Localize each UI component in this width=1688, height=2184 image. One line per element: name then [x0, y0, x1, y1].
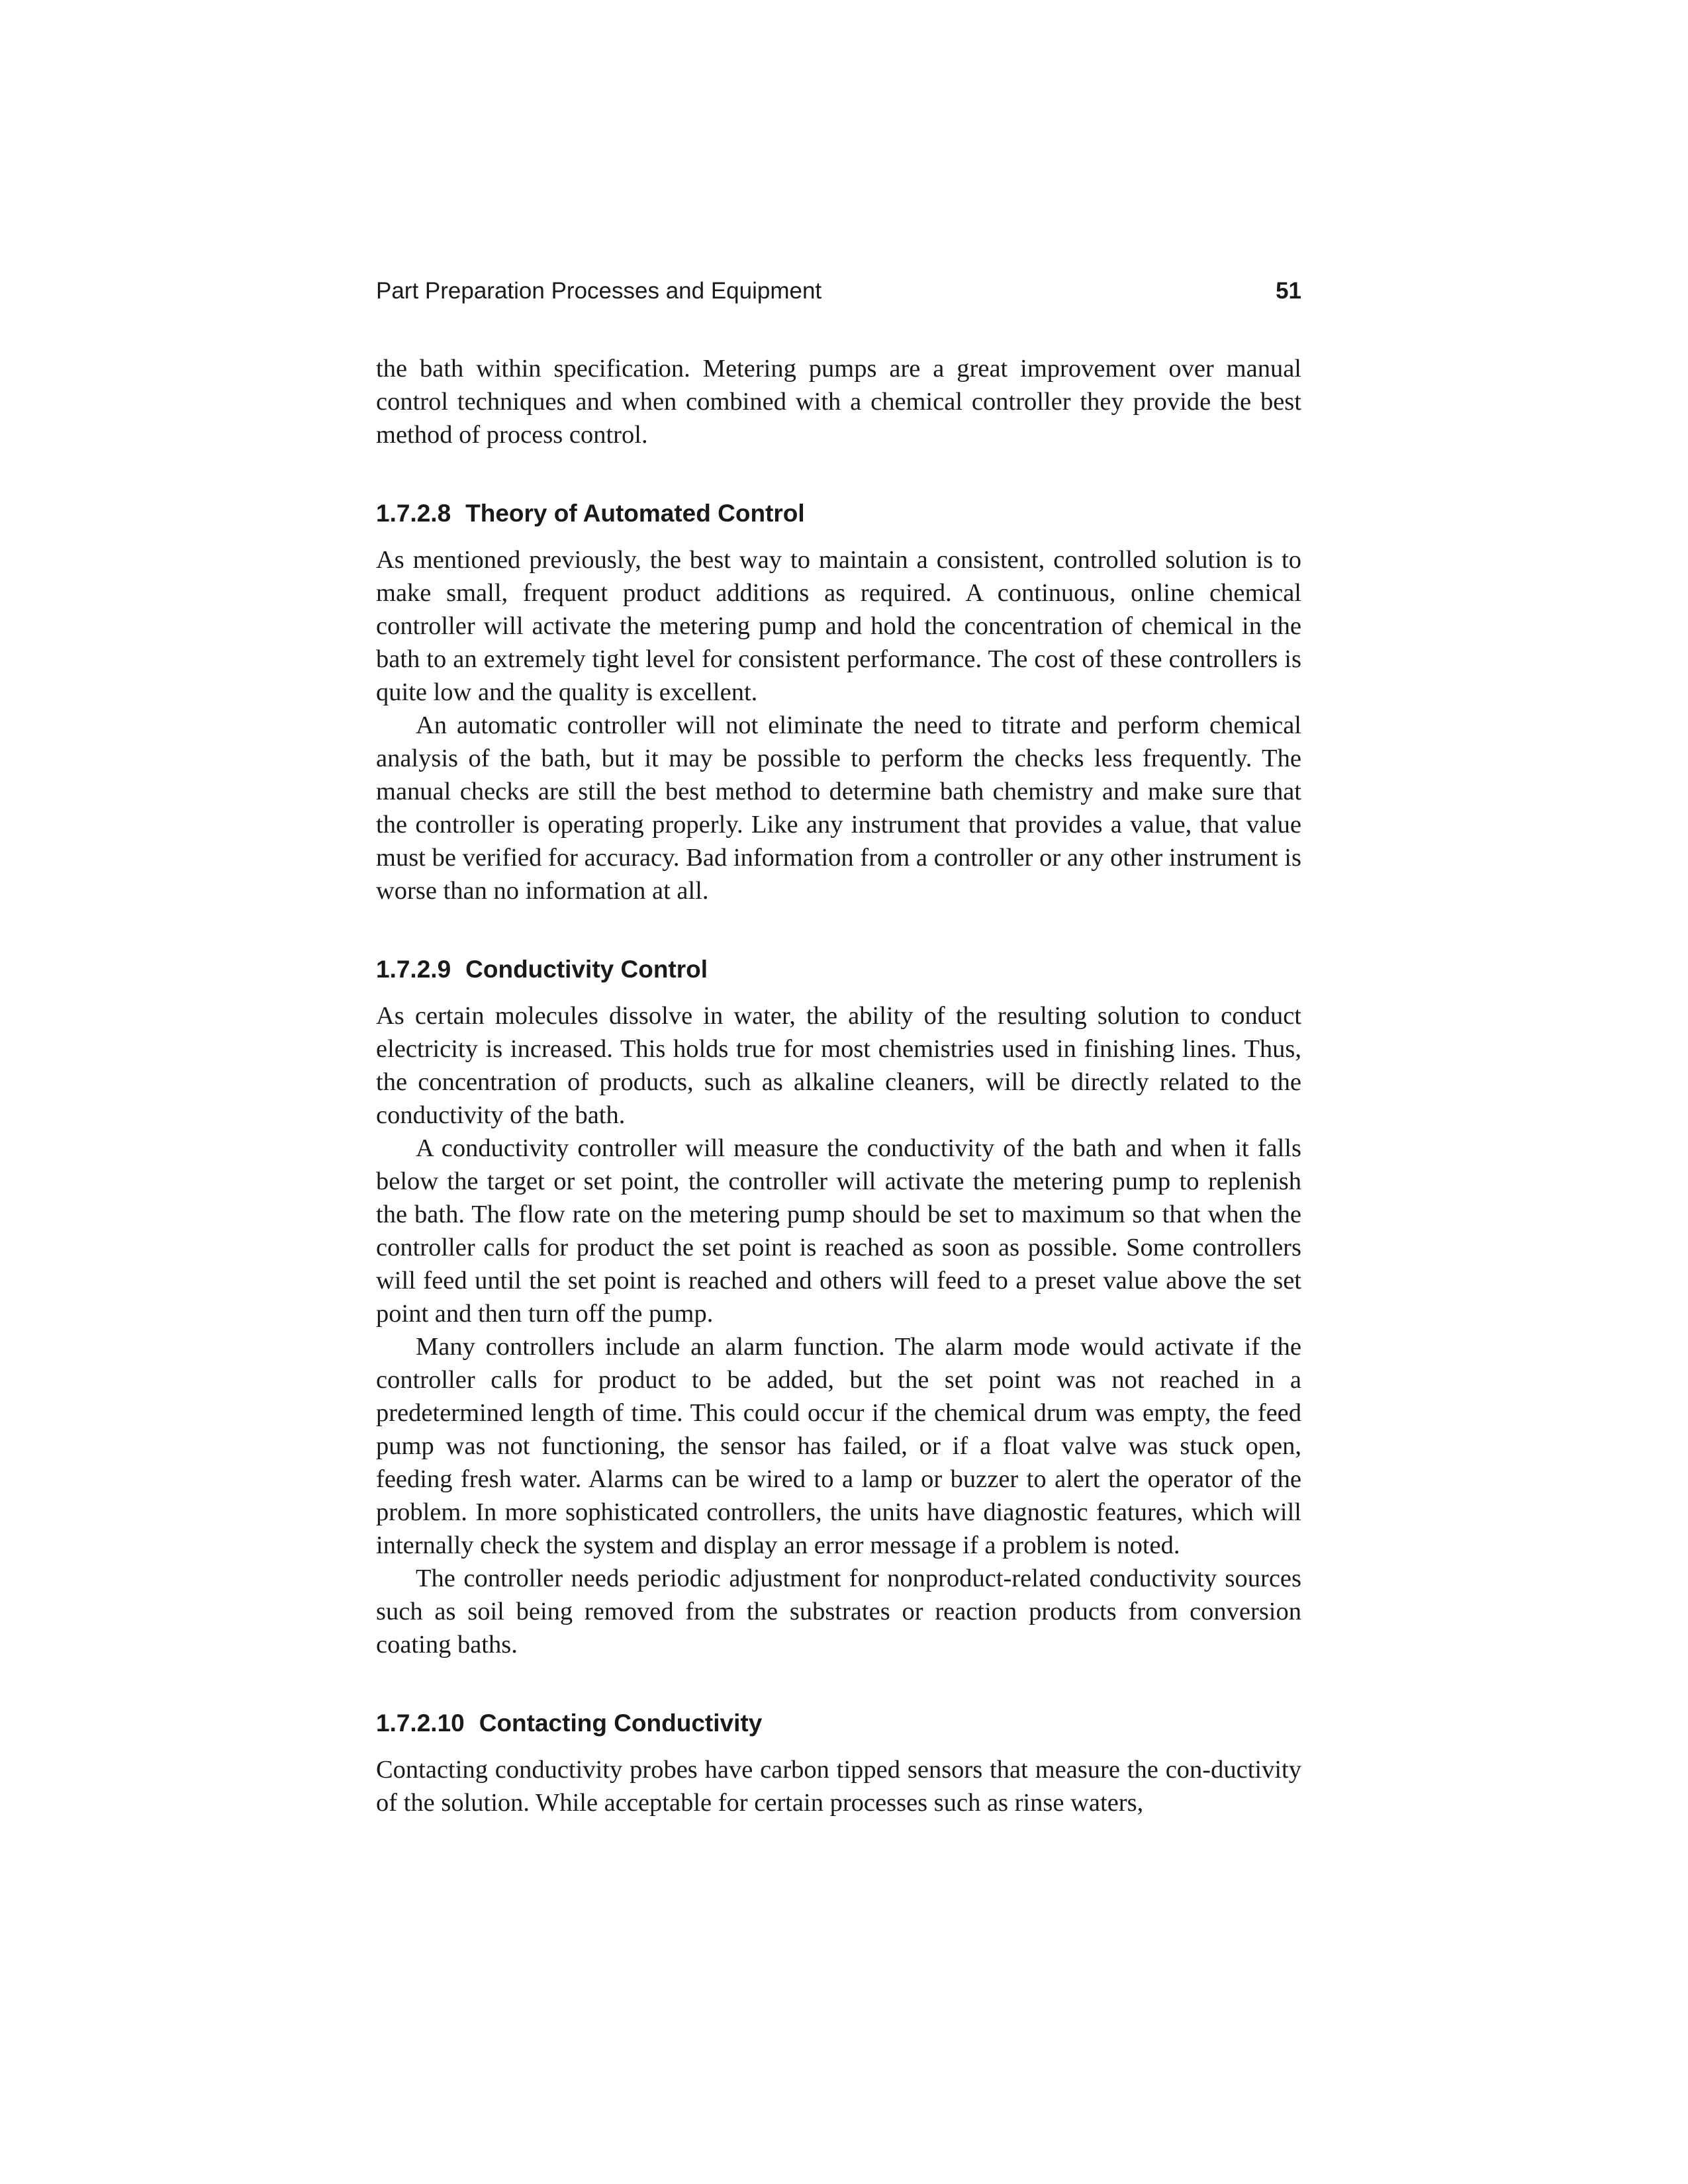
paragraph: A conductivity controller will measure the conductivity of the bath and when it falls below the target or set point, the controller will activate the metering pump to replenish the bath. The flow rate on the metering pump should be set to maximum so that when the controller calls for product the set point is reached as soon as possible. Some controllers will feed until the set point is reached and others will feed to a preset value above the set point and then turn off the pump. [376, 1134, 1301, 1328]
section-heading [376, 1707, 1301, 1740]
section-conductivity-control [376, 953, 1301, 1661]
paragraph: Many controllers include an alarm function. The alarm mode would activate if the controller calls for product to be added, but the set point was not reached in a predetermined length of time. This could occur if the chemical drum was empty, the feed pump was not functioning, the sensor has failed, or if a float valve was stuck open, feeding fresh water. Alarms can be wired to a lamp or buzzer to alert the operator of the problem. In more sophisticated controllers, the units have diagnostic features, which will internally check the system and display an error message if a problem is noted. [376, 1333, 1301, 1559]
body-text [376, 352, 1301, 1819]
paragraph: An automatic controller will not eliminate the need to titrate and perform chemical analysis of the bath, but it may be possible to perform the checks less frequently. The manual checks are still the best method to determine bath chemistry and make sure that the controller is operating properly. Like any instrument that provides a value, that value must be verified for accuracy. Bad information from a controller or any other instrument is worse than no information at all. [376, 711, 1301, 905]
page-number: 51 [1276, 278, 1301, 304]
section-number: 1.7.2.9 [376, 956, 451, 983]
section-title: Theory of Automated Control [465, 500, 805, 527]
paragraph: As mentioned previously, the best way to maintain a consistent, controlled solution is to make small, frequent product additions as required. A continuous, online chemical controller will activate the metering pump and hold the concentration of chemical in the bath to an extremely tight level for consistent performance. The cost of these controllers is quite low and the quality is excellent. [376, 546, 1301, 706]
running-header [376, 278, 1301, 311]
paragraph: The controller needs periodic adjustment for nonproduct-related conductivity sources such as soil being removed from the substrates or reaction products from conversion coating baths. [376, 1565, 1301, 1659]
page [376, 278, 1301, 1819]
section-title: Contacting Conductivity [479, 1709, 763, 1737]
paragraph: As certain molecules dissolve in water, the ability of the resulting solution to conduct electricity is increased. This holds true for most chemistries used in finishing lines. Thus, the concentration of products, such as alkaline cleaners, will be directly related to the conductivity of the bath. [376, 1002, 1301, 1129]
section-number: 1.7.2.8 [376, 500, 451, 527]
running-title: Part Preparation Processes and Equipment [376, 278, 822, 304]
section-theory-of-automated-control [376, 497, 1301, 907]
paragraph: Contacting conductivity probes have carbon tipped sensors that measure the con-ductivity of the solution. While acceptable for certain processes such as rinse waters, [376, 1756, 1301, 1817]
section-heading [376, 953, 1301, 986]
intro-paragraph: the bath within specification. Metering pumps are a great improvement over manual control techniques and when combined with a chemical controller they provide the best method of process control. [376, 355, 1301, 449]
section-contacting-conductivity [376, 1707, 1301, 1819]
section-number: 1.7.2.10 [376, 1709, 465, 1737]
section-title: Conductivity Control [465, 956, 708, 983]
section-heading [376, 497, 1301, 530]
